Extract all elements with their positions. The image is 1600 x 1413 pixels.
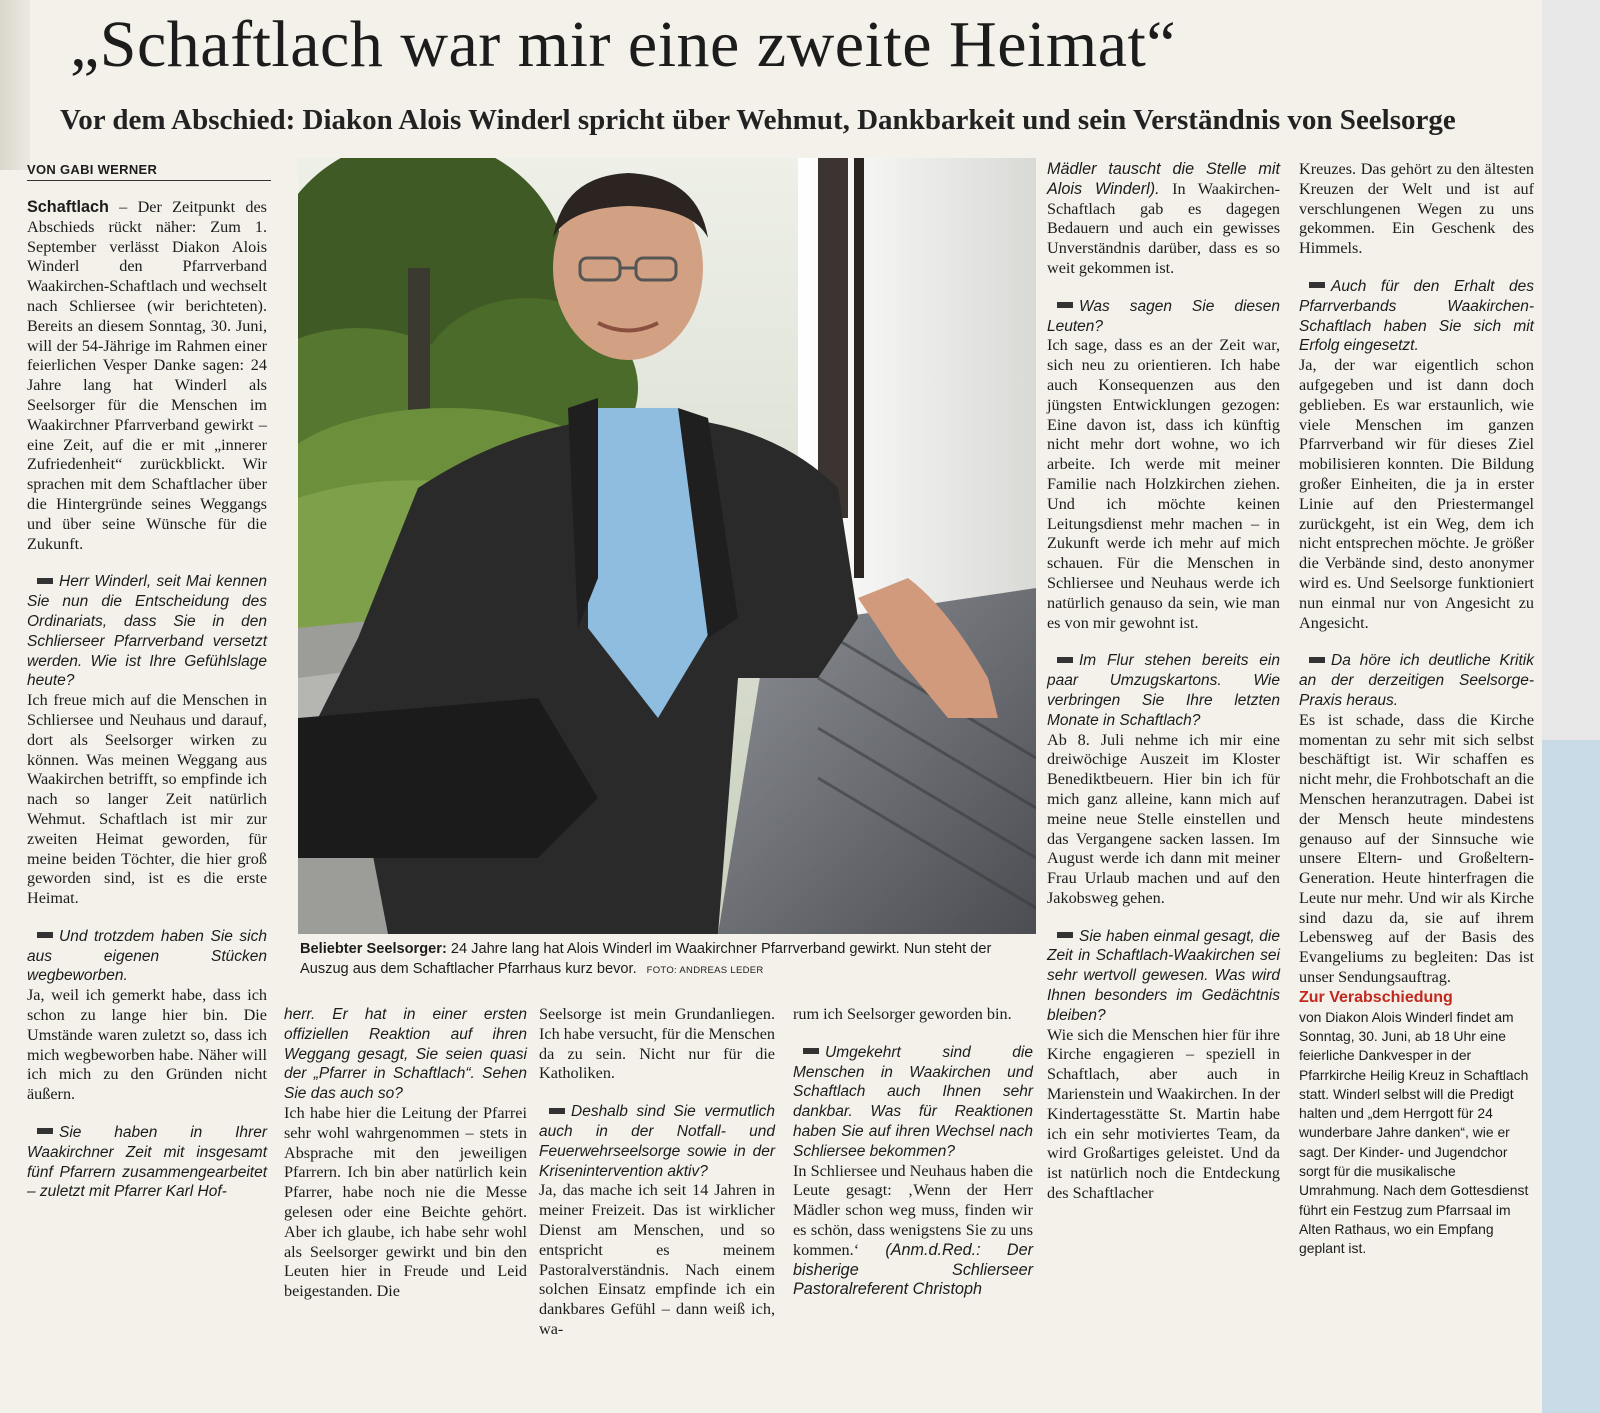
question-continued: herr. Er hat in einer ersten offiziellen Reaktion auf ihren Weggang gesagt, Sie seien quasi der „Pfarrer in Schaftlach“. Sehen Sie das auch so? [284, 1006, 527, 1103]
answer: Es ist schade, dass die Kirche momentan zu sehr mit sich selbst beschäftigt ist. Wir schaffen es nicht mehr, die Frohbotschaft an die Menschen heranzutragen. Dabei ist der Mensch heute mindestens genauso auf der Sinnsuche wie unsere Eltern- und Großeltern-Generation. Heute hinterfragen die Leute nur mehr. Und wir als Kirche sind dazu da, sie auf ihrem Lebensweg auf der Basis des Evangeliums zu begleiten: Das ist unser Sendungsauftrag. [1299, 710, 1534, 987]
answer: Ich habe hier die Leitung der Pfarrei sehr wohl wahrgenommen – stets in Absprache mit den jeweiligen Pfarrern. Ich bin aber natürlich kein Pfarrer, habe noch nie die Messe gelesen oder eine Beichte gehört. Aber ich glaube, ich habe sehr wohl als Seelsorger gewirkt und bin den Leuten hier in Freude und Leid beigestanden. Die [284, 1103, 527, 1301]
question: Sie haben einmal gesagt, die Zeit in Schaftlach-Waakirchen sei sehr wertvoll gewesen. Was wird Ihnen besonders im Gedächtnis bleiben? [1047, 927, 1280, 1024]
info-box-text: von Diakon Alois Winderl findet am Sonntag, 30. Juni, ab 18 Uhr eine feierliche Dankvesper in der Pfarrkirche Heilig Kreuz in Schaftlach statt. Winderl selbst will die Predigt halten und „dem Herrgott für 24 wunderbare Jahre danken“, wie er sagt. Der Kinder- und Jugendchor sorgt für die musikalische Umrahmung. Nach dem Gottesdienst führt ein Festzug zum Pfarrsaal im Alten Rathaus, wo ein Empfang geplant ist. [1299, 1008, 1529, 1257]
bullet-square-icon [1309, 657, 1325, 663]
bullet-square-icon [1057, 657, 1073, 663]
answer: Ich sage, dass es an der Zeit war, sich neu zu orientieren. Ich habe auch Konsequenzen aus den jüngsten Entwicklungen gezogen: Eine davon ist, dass ich künftig nicht mehr dort wohne, wo ich arbeite. Ich werde mit meiner Familie nach Holzkirchen ziehen. Und ich möchte keinen Leitungsdienst mehr machen – in Zukunft werde ich mehr auf mich schauen. Für die Menschen in Schliersee und Neuhaus werde ich natürlich genauso da sein, wie man es von mir gewohnt ist. [1047, 336, 1280, 632]
question: Und trotzdem haben Sie sich aus eigenen Stücken wegbeworben. [27, 927, 267, 985]
photo-credit: FOTO: ANDREAS LEDER [646, 964, 764, 976]
question: Sie haben in Ihrer Waakirchner Zeit mit insgesamt fünf Pfarrern zusammengearbeitet – zuletzt mit Pfarrer Karl Hof- [27, 1124, 267, 1201]
article-column-5 [1047, 160, 1280, 1204]
caption-text: 24 Jahre lang hat Alois Winderl im Waakirchner Pfarrverband gewirkt. Nun steht der Auszug aus dem Schaftlacher Pfarrhaus kurz bevor. [300, 941, 992, 977]
answer-continued: rum ich Seelsorger geworden bin. [793, 1005, 1012, 1023]
adjacent-article-left [0, 0, 30, 170]
question: Umgekehrt sind die Menschen in Waakirchen und Schaftlach auch Ihnen sehr dankbar. Was für Reaktionen haben Sie auf ihren Wechsel nach Schliersee bekommen? [793, 1043, 1033, 1160]
bullet-square-icon [1309, 282, 1325, 288]
question: Da höre ich deutliche Kritik an der derzeitigen Seelsorge-Praxis heraus. [1299, 652, 1534, 709]
article-column-1 [27, 198, 267, 1202]
bullet-square-icon [37, 932, 53, 938]
answer: Ja, der war eigentlich schon aufgegeben und ist dann doch geblieben. Es war erstaunlich, wie viele Menschen im ganzen Pfarrverband wir für dieses Ziel mobilisieren konnten. Die Bildung großer Einheiten, die ja in erster Linie auf den Priestermangel zurückgeht, ist ein Weg, dem ich nicht entsprechen möchte. Je größer die Verbände sind, desto anonymer wird es. Und Seelsorge funktioniert nun einmal nur von Angesicht zu Angesicht. [1299, 356, 1534, 632]
answer: Ab 8. Juli nehme ich mir eine dreiwöchige Auszeit im Kloster Benediktbeuern. Hier bin ich für mich ganz alleine, kann mich auf meine neue Stelle einstellen und das Vergangene sacken lassen. Im August werde ich dann mit meiner Frau Urlaub machen und auf den Jakobsweg gehen. [1047, 730, 1280, 907]
answer: Ja, weil ich gemerkt habe, dass ich schon zu lange hier bin. Die Umstände waren zuletzt so, dass ich mich wegbeworben habe. Näher will ich mich zu den Gründen nicht äußern. [27, 986, 267, 1104]
bullet-square-icon [1057, 302, 1073, 308]
info-box-heading: Zur Verabschiedung [1299, 988, 1453, 1006]
caption-lead: Beliebter Seelsorger: [300, 941, 447, 957]
question: Herr Winderl, seit Mai kennen Sie nun die Entscheidung des Ordinariats, dass Sie in den Schlierseer Pfarrverband versetzt werden. Wie ist Ihre Gefühlslage heute? [27, 573, 267, 690]
dateline-place: Schaftlach [27, 198, 109, 216]
byline: VON GABI WERNER [27, 162, 271, 181]
article-column-4 [793, 1005, 1033, 1300]
headline: „Schaftlach war mir eine zweite Heimat“ [70, 8, 1177, 81]
photo-caption [300, 940, 1040, 981]
bullet-square-icon [37, 1128, 53, 1134]
answer: Ja, das mache ich seit 14 Jahren in meiner Freizeit. Das ist wirklicher Dienst am Menschen, und so entspricht es meinem Pastoralverständnis. Nach einem solchen Einsatz empfinde ich ein dankbares Gefühl – dann weiß ich, wa- [539, 1181, 775, 1338]
article-column-2 [284, 1005, 527, 1302]
question: Deshalb sind Sie vermutlich auch in der Notfall- und Feuerwehrseelsorge sowie in der Krisenintervention aktiv? [539, 1103, 775, 1180]
article-column-6 [1299, 160, 1534, 1259]
answer-continued: Mädler tauscht die Stelle mit Alois Winderl). In Waakirchen-Schaftlach gab es dagegen Bedauern und auch ein gewisses Unverständnis darüber, dass es so weit gekommen ist. [1047, 160, 1280, 277]
article-column-3 [539, 1005, 775, 1340]
bullet-square-icon [803, 1048, 819, 1054]
answer-continued: Kreuzes. Das gehört zu den ältesten Kreuzen der Welt und ist auf verschlungenen Wegen zu uns gekommen. Ein Geschenk des Himmels. [1299, 160, 1534, 258]
answer-continued: Seelsorge ist mein Grundanliegen. Ich habe versucht, für die Menschen da zu sein. Nicht nur für die Katholiken. [539, 1005, 775, 1083]
subheadline: Vor dem Abschied: Diakon Alois Winderl spricht über Wehmut, Dankbarkeit und sein Verständnis von Seelsorge [60, 104, 1456, 136]
bullet-square-icon [1057, 932, 1073, 938]
question: Im Flur stehen bereits ein paar Umzugskartons. Wie verbringen Sie Ihre letzten Monate in Schaftlach? [1047, 652, 1280, 729]
answer: Ich freue mich auf die Menschen in Schliersee und Neuhaus und darauf, dort als Seelsorger wirken zu können. Was meinen Weggang aus Waakirchen betrifft, so empfinde ich nach so langer Zeit natürlich Wehmut. Schaftlach ist mir zur zweiten Heimat geworden, für meine beiden Töchter, die hier groß geworden sind, ist es die erste Heimat. [27, 691, 267, 908]
bullet-square-icon [37, 578, 53, 584]
answer: Wie sich die Menschen hier für ihre Kirche engagieren – speziell in Schaftlach, aber auch in Marienstein und Waakirchen. In der Kindertagesstätte St. Martin habe ich ein sehr motiviertes Team, da wird Großartiges geleistet. Und da ist natürlich noch die Entdeckung des Schaftlacher [1047, 1025, 1280, 1203]
adjacent-article-right [1542, 0, 1600, 1413]
intro-text: – Der Zeitpunkt des Abschieds rückt näher: Zum 1. September verlässt Diakon Alois Winderl den Pfarrverband Waakirchen-Schaftlach und wechselt nach Schliersee (wir berichteten). Bereits an diesem Sonntag, 30. Juni, will der 54-Jährige im Rahmen einer feierlichen Vesper Danke sagen: 24 Jahre lang hat Winderl als Seelsorger für die Menschen im Waakirchner Pfarrverband gewirkt – eine Zeit, auf die er mit „innerer Zufriedenheit“ zurückblickt. Wir sprachen mit dem Schaftlacher über die Hintergründe seines Weggangs und über seine Wünsche für die Zukunft. [27, 198, 267, 553]
question: Was sagen Sie diesen Leuten? [1047, 297, 1280, 335]
answer: In Schliersee und Neuhaus haben die Leute gesagt: ‚Wenn der Herr Mädler schon weg muss, finden wir es schön, dass wenigstens Sie zu uns kommen.‘ (Anm.d.Red.: Der bisherige Schlierseer Pastoralreferent Christoph [793, 1161, 1033, 1299]
portrait-photo [298, 158, 1036, 934]
bullet-square-icon [549, 1108, 565, 1114]
question: Auch für den Erhalt des Pfarrverbands Waakirchen-Schaftlach haben Sie sich mit Erfolg eingesetzt. [1299, 277, 1534, 355]
